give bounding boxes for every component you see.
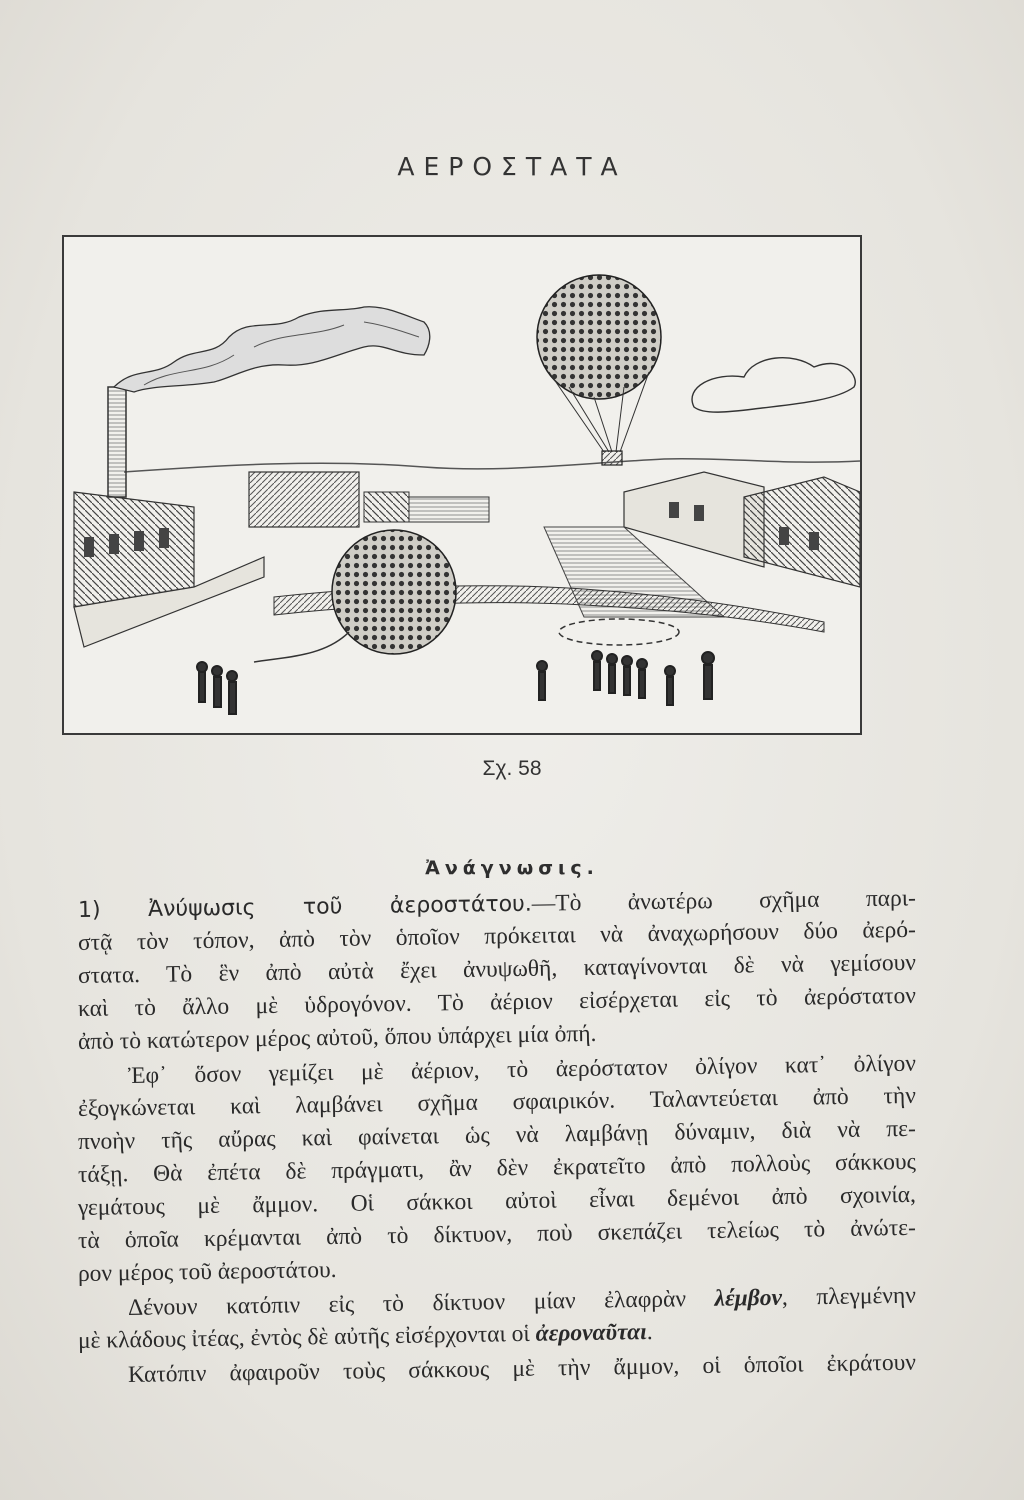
- text-line: ἐξογκώνεται καὶ λαμβάνει σχῆμα σφαιρικόν. Ταλαντεύεται ἀπὸ τὴν: [77, 1082, 917, 1122]
- text-line: τὰ ὁποῖα κρέμανται ἀπὸ τὸ δίκτυον, ποὺ σκεπάζει τελείως τὸ ἀνώτε-: [77, 1214, 917, 1254]
- text-line: πνοὴν τῆς αὔρας καὶ φαίνεται ὡς νὰ λαμβάνῃ δύναμιν, διὰ νὰ πε-: [77, 1115, 917, 1155]
- text-line: στατα. Τὸ ἓν ἀπὸ αὐτὰ ἔχει ἀνυψωθῆ, καταγίνονται δὲ νὰ γεμίσουν: [77, 949, 917, 989]
- figure-caption: Σχ. 58: [482, 757, 542, 780]
- illustration-balloons: [62, 235, 862, 735]
- line-text: —Τὸ ἀνωτέρω σχῆμα παρι-: [531, 885, 917, 917]
- section-heading: Ἀνάγνωσις.: [425, 857, 599, 879]
- text-line: ἀπὸ τὸ κατώτερον μέρος αὐτοῦ, ὅπου ὑπάρχει μία ὀπή.: [77, 1020, 597, 1055]
- emphasis-term: ἀεροναῦται: [535, 1319, 647, 1347]
- line-text: μὲ κλάδους ἰτέας, ἐντὸς δὲ αὐτῆς εἰσέρχονται οἱ: [77, 1320, 536, 1354]
- line-text: .: [646, 1318, 653, 1346]
- line-text: , πλεγμένην: [781, 1282, 917, 1311]
- text-line: τάξῃ. Θὰ ἐπέτα δὲ πράγματι, ἂν δὲν ἐκρατεῖτο ἀπὸ πολλοὺς σάκκους: [77, 1148, 917, 1188]
- page-title: ΑΕΡΟΣΤΑΤΑ: [397, 152, 627, 181]
- text-line: ρον μέρος τοῦ ἀεροστάτου.: [77, 1256, 337, 1287]
- text-line: στᾷ τὸν τόπον, ἀπὸ τὸν ὁποῖον πρόκειται νὰ ἀναχωρήσουν δύο ἀερό-: [77, 916, 917, 956]
- balloon-illustration-svg: [64, 237, 860, 733]
- paragraph-title: 1) Ἀνύψωσις τοῦ ἀεροστάτου.: [77, 891, 532, 923]
- text-line: Ἐφ᾽ ὅσον γεμίζει μὲ ἀέριον, τὸ ἀερόστατον ὀλίγον κατ᾽ ὀλίγον: [127, 1050, 917, 1089]
- text-line: γεμάτους μὲ ἄμμον. Οἱ σάκκοι αὐτοὶ εἶναι δεμένοι ἀπὸ σχοινία,: [77, 1181, 917, 1221]
- text-line: Κατόπιν ἀφαιροῦν τοὺς σάκκους μὲ τὴν ἄμμον, οἱ ὁποῖοι ἐκράτουν: [127, 1349, 917, 1388]
- emphasis-term: λέμβον: [714, 1284, 783, 1312]
- line-text: Δένουν κατόπιν εἰς τὸ δίκτυον μίαν ἐλαφρὰν: [127, 1285, 715, 1321]
- text-line: καὶ τὸ ἄλλο μὲ ὑδρογόνον. Τὸ ἀέριον εἰσέρχεται εἰς τὸ ἀερόστατον: [77, 982, 917, 1022]
